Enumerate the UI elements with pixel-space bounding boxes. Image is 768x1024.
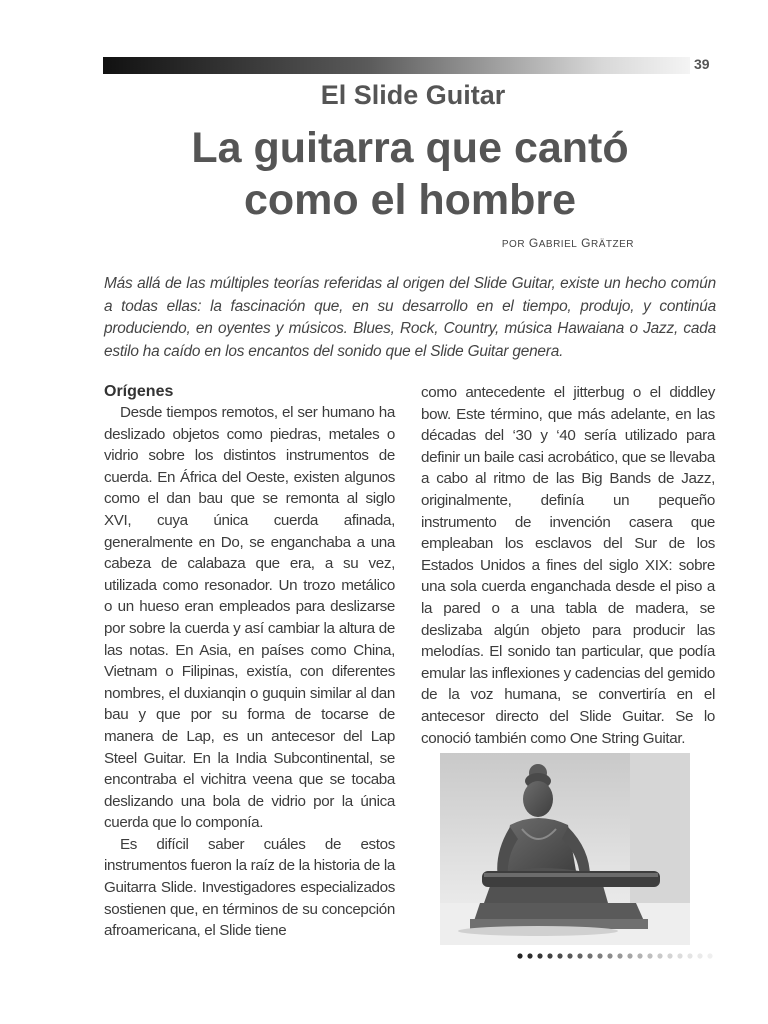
body-paragraph-2: Es difícil saber cuáles de estos instrumentos fueron la raíz de la historia de la Guitarra Slide. Investigadores especializados sostienen que, en términos de su concepción afroamericana, el Slide tiene <box>104 835 395 940</box>
body-paragraph-3: como antecedente el jitterbug o el diddley bow. Este término, que más adelante, en las décadas del ‘30 y ‘40 sería utilizado para definir un baile casi acrobático, que se llevaba a cabo al ritmo de las Big Bands de Jazz, originalmente, definía un pequeño instrumento de invención casera que empleaban los esclavos del Sur de los Estados Unidos a fines del siglo XIX: sobre una sola cuerda enganchada desde el piso a la pared o a una tabla de madera, se deslizaba algún objeto para producir las melodías. El sonido tan particular, que podía emular las inflexiones y cadencias del gemido de la voz humana, se convertiría en el antecesor directo del Slide Guitar. Se lo conoció también como One String Guitar. <box>421 384 715 747</box>
body-column-right <box>421 382 715 749</box>
article-title <box>0 122 768 226</box>
title-line-1: La guitarra que cantó <box>191 124 629 172</box>
seated-buddha-statue-photo <box>440 753 690 945</box>
title-line-2: como el hombre <box>243 176 577 224</box>
article-kicker: El Slide Guitar <box>320 80 506 110</box>
body-paragraph-1: Desde tiempos remotos, el ser humano ha deslizado objetos como piedras, metales o vidrio sobre los distintos instrumentos de cuerda. En África del Oeste, existen algunos como el dan bau que se remonta al siglo XVI, cuya única cuerda afinada, generalmente en Do, se enganchaba a una cabeza de calabaza que era, a su vez, utilizada como resonador. Un trozo metálico o un hueso eran empleados para deslizarse por sobre la cuerda y así cambiar la altura de las notas. En Asia, en países como China, Vietnam o Filipinas, existía, con diferentes nombres, el duxianqin o guquin similar al dan bau y que por su forma de tocarse de manera de Lap, es un antecesor del Lap Steel Guitar. En la India Subcontinental, se encontraba el vichitra veena que se tocaba deslizando una bola de vidrio por la única cuerda que lo componía. <box>104 404 395 832</box>
body-column-left <box>104 382 395 942</box>
byline-initial-first: G <box>528 236 539 250</box>
section-heading: Orígenes <box>104 383 174 400</box>
byline <box>502 236 634 250</box>
byline-last-name: RÄTZER <box>591 239 634 250</box>
lead-paragraph: Más allá de las múltiples teorías referidas al origen del Slide Guitar, existe un hecho común a todas ellas: la fascinación que, en su desarrollo en el tiempo, produjo, y continúa produciendo, en oyentes y músicos. Blues, Rock, Country, música Hawaiana o Jazz, cada estilo ha caído en los encantos del sonido que el Slide Guitar genera. <box>104 275 716 360</box>
byline-initial-last: G <box>581 236 591 250</box>
byline-first-name: ABRIEL <box>538 239 578 250</box>
page-number: 39 <box>694 56 710 72</box>
header-gradient-bar <box>103 57 690 74</box>
decorative-dot-row <box>517 951 717 961</box>
byline-prefix: POR <box>501 239 526 250</box>
